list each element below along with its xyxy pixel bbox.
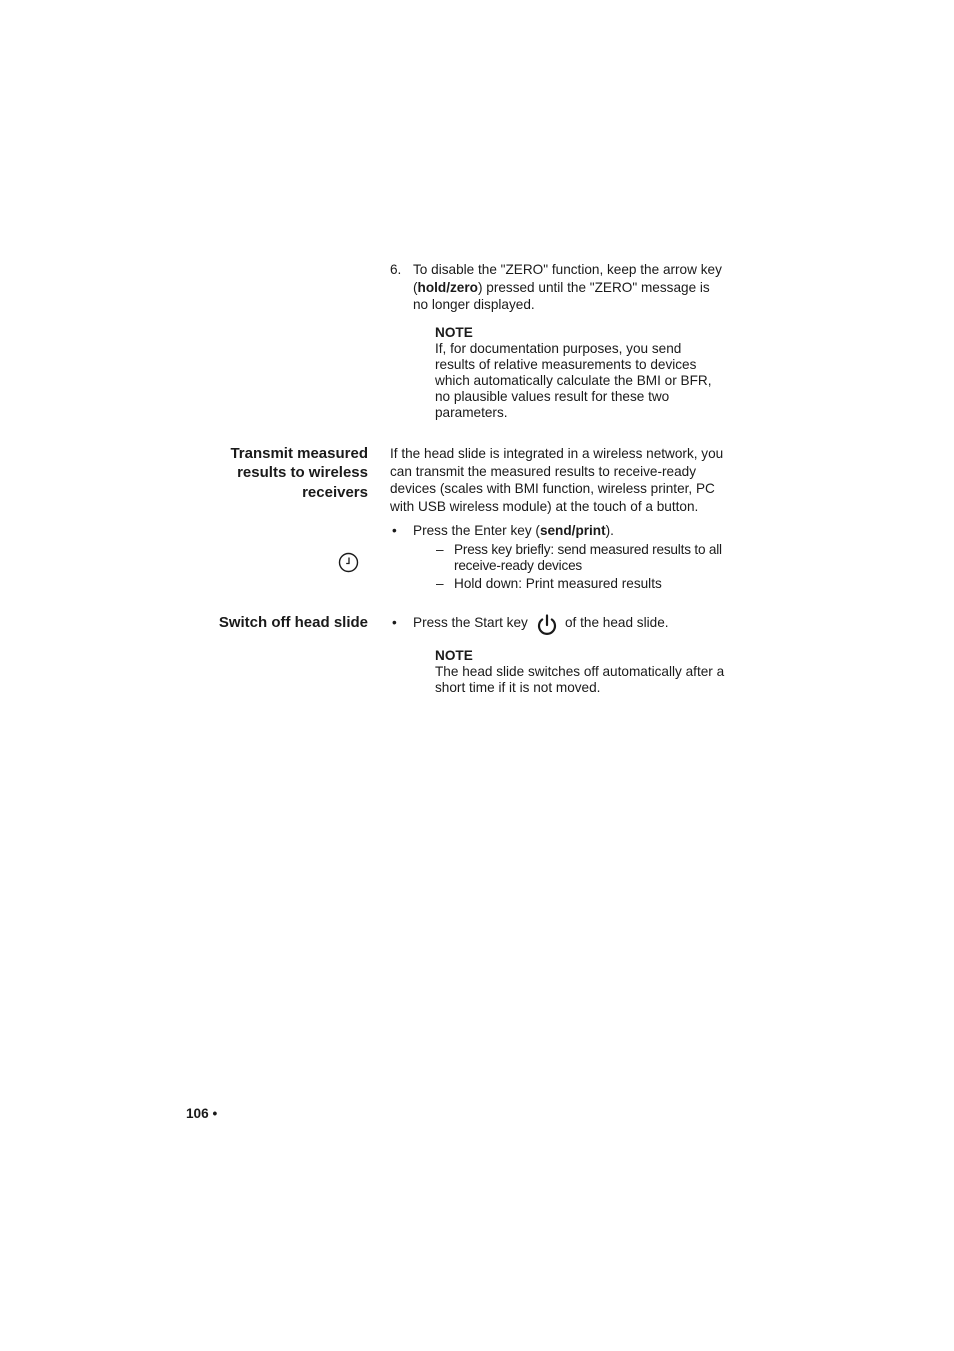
hold-zero-key: hold/zero [417, 279, 478, 295]
sub-item-press-briefly: Press key briefly: send measured results to all receive-ready devices [454, 542, 722, 573]
note-body: The head slide switches off automatically after a short time if it is not moved. [435, 664, 725, 695]
dash: – [436, 542, 444, 557]
start-key-instruction: Press the Start key [413, 615, 528, 630]
note-title: NOTE [435, 648, 473, 663]
transmit-heading: Transmit measured results to wireless receivers [230, 445, 368, 501]
bullet: • [392, 615, 397, 630]
step-6-line-2: (hold/zero) pressed until the "ZERO" message is [413, 279, 710, 295]
start-key-instruction-suffix: of the head slide. [565, 615, 669, 630]
note-box [435, 324, 745, 421]
step-6-line-1: To disable the "ZERO" function, keep the arrow key [413, 262, 722, 277]
note-box [435, 647, 745, 696]
step-6-line-3: no longer displayed. [413, 297, 535, 312]
note-body: If, for documentation purposes, you send results of relative measurements to devices which automatically calculate the BMI or BFR, no plausible values result for these two parameters. [435, 341, 712, 420]
switch-off-heading: Switch off head slide [218, 614, 368, 631]
transmit-intro: If the head slide is integrated in a wireless network, you can transmit the measured results to receive-ready devices (scales with BMI function, wireless printer, PC with USB wireless module) at the touch of a button. [390, 446, 724, 514]
page-number: 106 • [186, 1106, 218, 1121]
sub-item-hold-down: Hold down: Print measured results [454, 576, 662, 591]
power-icon [536, 613, 558, 637]
step-number: 6. [390, 262, 402, 277]
note-title: NOTE [435, 325, 473, 340]
step-6-text [413, 261, 743, 314]
enter-key-instruction: Press the Enter key (send/print). [413, 523, 614, 538]
send-print-key: send/print [539, 523, 606, 538]
dash: – [436, 576, 444, 591]
enter-key-icon [338, 552, 359, 573]
bullet: • [392, 523, 397, 538]
